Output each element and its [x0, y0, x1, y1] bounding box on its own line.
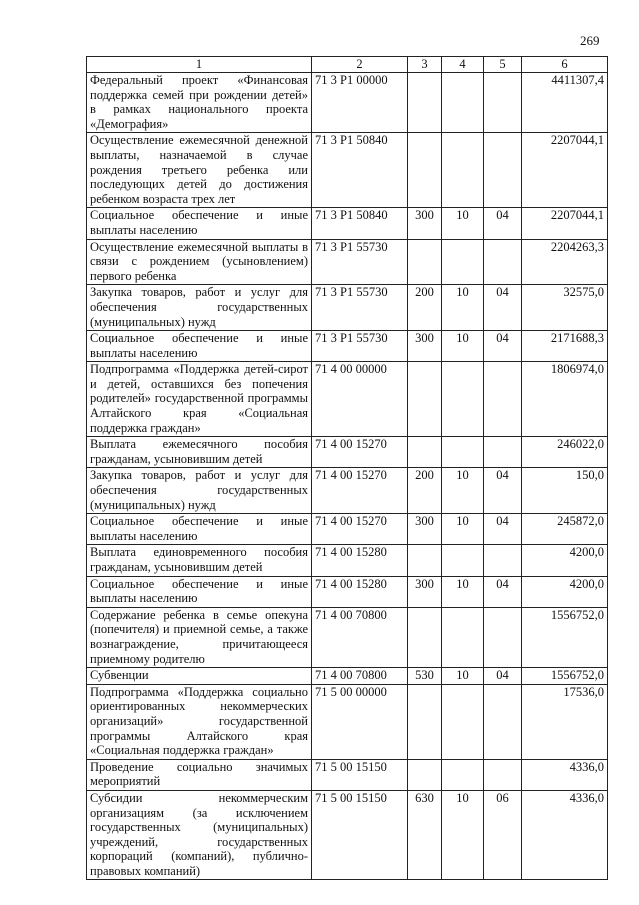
row-col3-cell: 300 — [408, 208, 442, 239]
row-col4-cell — [442, 437, 484, 468]
row-name-cell: Федеральный проект «Финансовая поддержка семей при рождении детей» в рамках национального проекта «Демография» — [87, 73, 312, 133]
row-name-cell: Проведение социально значимых мероприятий — [87, 759, 312, 790]
row-col4-cell — [442, 362, 484, 437]
row-col5-cell: 04 — [484, 668, 522, 685]
row-sum-cell: 1556752,0 — [522, 668, 608, 685]
row-col4-cell — [442, 133, 484, 208]
row-code-cell: 71 4 00 15270 — [312, 437, 408, 468]
table-row — [87, 545, 608, 576]
row-col5-cell — [484, 607, 522, 667]
row-col3-cell — [408, 437, 442, 468]
row-name-cell: Социальное обеспечение и иные выплаты населению — [87, 576, 312, 607]
row-col3-cell: 300 — [408, 331, 442, 362]
table-row — [87, 331, 608, 362]
row-col4-cell — [442, 73, 484, 133]
row-col3-cell — [408, 759, 442, 790]
row-sum-cell: 245872,0 — [522, 514, 608, 545]
row-code-cell: 71 4 00 00000 — [312, 362, 408, 437]
row-col4-cell: 10 — [442, 331, 484, 362]
row-code-cell: 71 3 P1 55730 — [312, 331, 408, 362]
row-col5-cell — [484, 759, 522, 790]
row-name-cell: Подпрограмма «Поддержка детей-сирот и детей, оставшихся без попечения родителей» государственной программы Алтайского края «Социальная поддержка граждан» — [87, 362, 312, 437]
row-name-cell: Осуществление ежемесячной денежной выплаты, назначаемой в случае рождения третьего ребенка или последующих детей до достижения ребенком возраста трех лет — [87, 133, 312, 208]
row-col5-cell — [484, 545, 522, 576]
row-col3-cell: 200 — [408, 285, 442, 331]
row-sum-cell: 4200,0 — [522, 576, 608, 607]
row-col3-cell — [408, 73, 442, 133]
table-row — [87, 514, 608, 545]
row-sum-cell: 2171688,3 — [522, 331, 608, 362]
row-name-cell: Выплата единовременного пособия гражданам, усыновившим детей — [87, 545, 312, 576]
row-col3-cell — [408, 239, 442, 285]
table-row — [87, 684, 608, 759]
table-row — [87, 759, 608, 790]
row-col3-cell — [408, 362, 442, 437]
table-header-row — [87, 57, 608, 73]
header-col-1: 1 — [87, 57, 312, 73]
row-name-cell: Субвенции — [87, 668, 312, 685]
table-row — [87, 208, 608, 239]
row-col4-cell: 10 — [442, 468, 484, 514]
row-col4-cell: 10 — [442, 208, 484, 239]
row-sum-cell: 17536,0 — [522, 684, 608, 759]
row-col5-cell — [484, 437, 522, 468]
row-code-cell: 71 5 00 15150 — [312, 759, 408, 790]
table-row — [87, 668, 608, 685]
row-col5-cell: 04 — [484, 514, 522, 545]
row-sum-cell: 1556752,0 — [522, 607, 608, 667]
row-col5-cell — [484, 362, 522, 437]
row-name-cell: Закупка товаров, работ и услуг для обеспечения государственных (муниципальных) нужд — [87, 468, 312, 514]
row-sum-cell: 4200,0 — [522, 545, 608, 576]
row-sum-cell: 246022,0 — [522, 437, 608, 468]
header-col-4: 4 — [442, 57, 484, 73]
row-sum-cell: 1806974,0 — [522, 362, 608, 437]
row-col4-cell: 10 — [442, 668, 484, 685]
table-row — [87, 285, 608, 331]
header-col-5: 5 — [484, 57, 522, 73]
row-name-cell: Социальное обеспечение и иные выплаты населению — [87, 514, 312, 545]
row-col5-cell — [484, 684, 522, 759]
row-col4-cell: 10 — [442, 576, 484, 607]
row-sum-cell: 4336,0 — [522, 790, 608, 880]
row-col3-cell — [408, 684, 442, 759]
row-col4-cell: 10 — [442, 514, 484, 545]
row-code-cell: 71 3 P1 55730 — [312, 285, 408, 331]
table-row — [87, 576, 608, 607]
row-col5-cell: 06 — [484, 790, 522, 880]
row-col3-cell: 530 — [408, 668, 442, 685]
row-col3-cell — [408, 545, 442, 576]
row-code-cell: 71 3 P1 00000 — [312, 73, 408, 133]
row-sum-cell: 32575,0 — [522, 285, 608, 331]
row-code-cell: 71 4 00 15270 — [312, 468, 408, 514]
row-sum-cell: 4336,0 — [522, 759, 608, 790]
row-col4-cell: 10 — [442, 790, 484, 880]
table-row — [87, 468, 608, 514]
header-col-3: 3 — [408, 57, 442, 73]
table-row — [87, 437, 608, 468]
table-row — [87, 133, 608, 208]
row-code-cell: 71 4 00 15280 — [312, 576, 408, 607]
row-name-cell: Социальное обеспечение и иные выплаты населению — [87, 208, 312, 239]
row-col3-cell: 630 — [408, 790, 442, 880]
table-row — [87, 73, 608, 133]
row-name-cell: Содержание ребенка в семье опекуна (попечителя) и приемной семье, а также вознаграждение, причитающееся приемному родителю — [87, 607, 312, 667]
row-col5-cell: 04 — [484, 576, 522, 607]
row-col5-cell: 04 — [484, 468, 522, 514]
page-number: 269 — [580, 33, 600, 48]
header-col-6: 6 — [522, 57, 608, 73]
row-col3-cell — [408, 607, 442, 667]
table-row — [87, 239, 608, 285]
header-col-2: 2 — [312, 57, 408, 73]
row-col5-cell — [484, 239, 522, 285]
row-sum-cell: 2207044,1 — [522, 133, 608, 208]
row-col3-cell: 300 — [408, 514, 442, 545]
row-name-cell: Осуществление ежемесячной выплаты в связи с рождением (усыновлением) первого ребенка — [87, 239, 312, 285]
row-name-cell: Подпрограмма «Поддержка социально ориентированных некоммерческих организаций» государственной программы Алтайского края «Социальная поддержка граждан» — [87, 684, 312, 759]
row-name-cell: Закупка товаров, работ и услуг для обеспечения государственных (муниципальных) нужд — [87, 285, 312, 331]
row-name-cell: Выплата ежемесячного пособия гражданам, усыновившим детей — [87, 437, 312, 468]
row-col5-cell — [484, 73, 522, 133]
row-code-cell: 71 5 00 00000 — [312, 684, 408, 759]
table-row — [87, 607, 608, 667]
row-col3-cell: 200 — [408, 468, 442, 514]
table-row — [87, 362, 608, 437]
row-sum-cell: 4411307,4 — [522, 73, 608, 133]
row-col5-cell: 04 — [484, 331, 522, 362]
row-sum-cell: 150,0 — [522, 468, 608, 514]
row-col3-cell: 300 — [408, 576, 442, 607]
row-name-cell: Социальное обеспечение и иные выплаты населению — [87, 331, 312, 362]
row-col5-cell: 04 — [484, 285, 522, 331]
row-code-cell: 71 4 00 70800 — [312, 607, 408, 667]
row-name-cell: Субсидии некоммерческим организациям (за исключением государственных (муниципальных) учреждений, государственных корпораций (компаний), публично-правовых компаний) — [87, 790, 312, 880]
row-col3-cell — [408, 133, 442, 208]
row-col4-cell — [442, 545, 484, 576]
row-code-cell: 71 5 00 15150 — [312, 790, 408, 880]
row-col4-cell — [442, 684, 484, 759]
row-col5-cell — [484, 133, 522, 208]
row-sum-cell: 2207044,1 — [522, 208, 608, 239]
row-code-cell: 71 4 00 15280 — [312, 545, 408, 576]
row-col5-cell: 04 — [484, 208, 522, 239]
budget-table — [86, 56, 608, 880]
row-sum-cell: 2204263,3 — [522, 239, 608, 285]
row-col4-cell — [442, 607, 484, 667]
row-col4-cell — [442, 759, 484, 790]
row-code-cell: 71 3 P1 50840 — [312, 133, 408, 208]
row-col4-cell — [442, 239, 484, 285]
row-code-cell: 71 3 P1 50840 — [312, 208, 408, 239]
table-row — [87, 790, 608, 880]
row-code-cell: 71 4 00 15270 — [312, 514, 408, 545]
row-col4-cell: 10 — [442, 285, 484, 331]
row-code-cell: 71 4 00 70800 — [312, 668, 408, 685]
row-code-cell: 71 3 P1 55730 — [312, 239, 408, 285]
